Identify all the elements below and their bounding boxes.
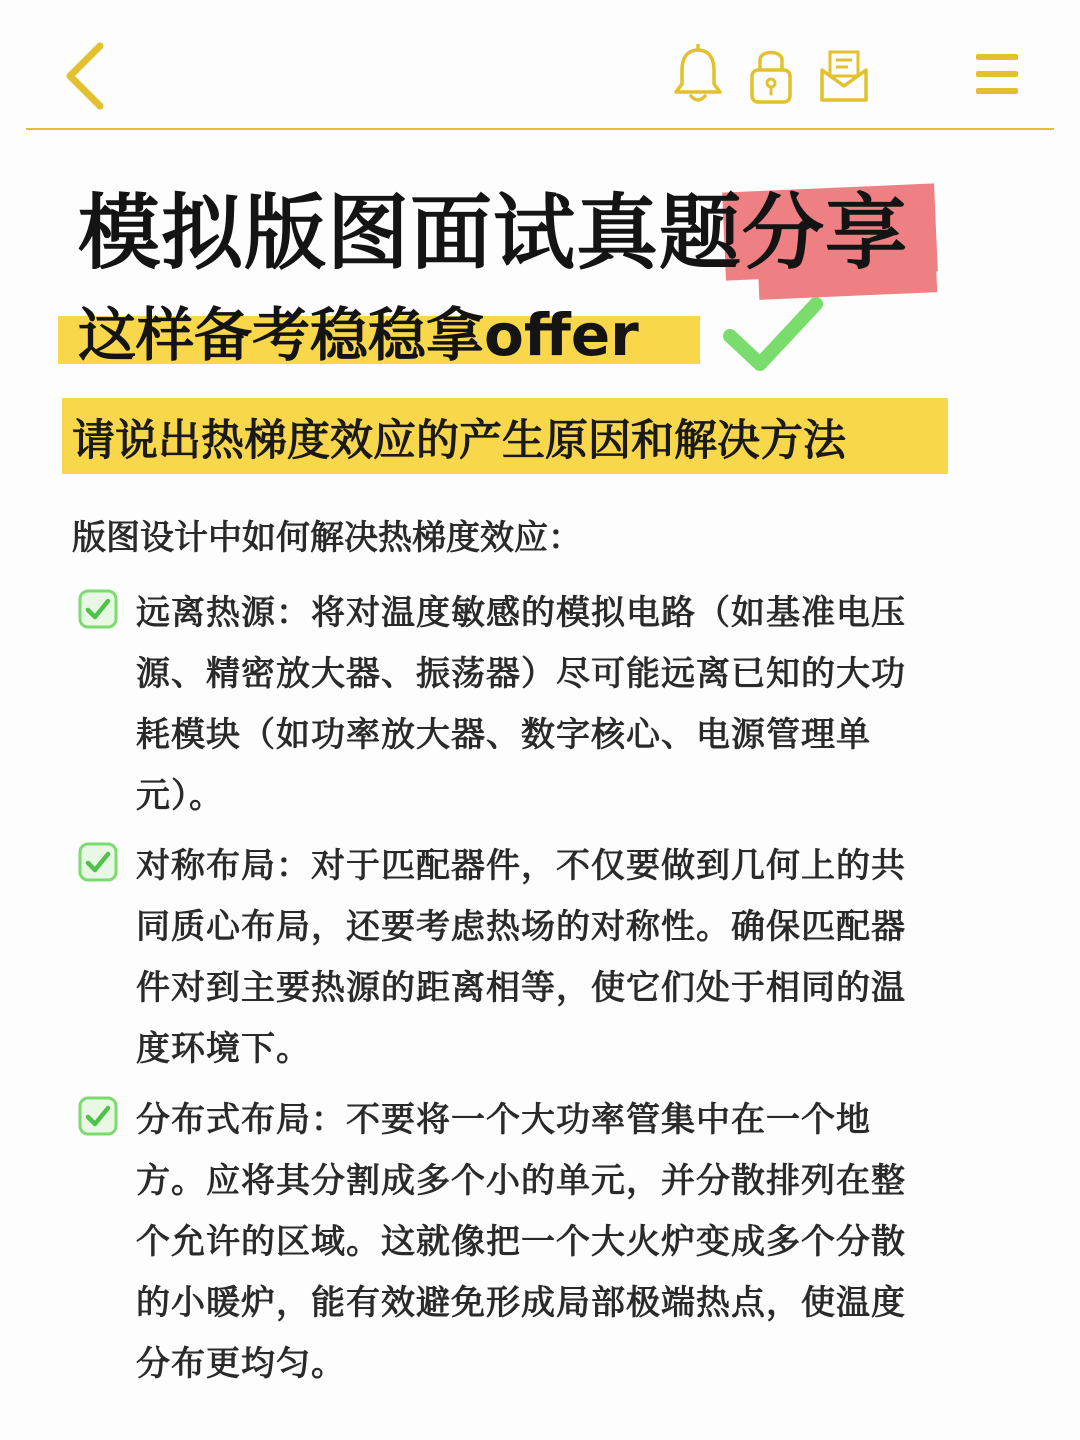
list-item <box>78 1090 958 1395</box>
page-subtitle: 这样备考稳稳拿offer <box>78 301 639 369</box>
bell-icon[interactable] <box>672 44 724 106</box>
checkbox-checked-icon <box>78 842 118 882</box>
menu-icon[interactable] <box>972 50 1022 98</box>
list-item-text: 远离热源：将对温度敏感的模拟电路（如基准电压源、精密放大器、振荡器）尽可能远离已知的大功耗模块（如功率放大器、数字核心、电源管理单元）。 <box>136 593 906 816</box>
page-title: 模拟版图面试真题分享 <box>78 186 909 281</box>
top-bar <box>0 0 1080 132</box>
interview-question: 请说出热梯度效应的产生原因和解决方法 <box>72 416 846 466</box>
header-divider <box>26 128 1054 130</box>
lock-icon[interactable] <box>748 44 794 106</box>
green-check-icon <box>718 292 828 378</box>
list-item <box>78 836 958 1080</box>
section-intro: 版图设计中如何解决热梯度效应： <box>72 518 582 558</box>
list-item <box>78 583 958 827</box>
checkbox-checked-icon <box>78 589 118 629</box>
list-item-text: 对称布局：对于匹配器件，不仅要做到几何上的共同质心布局，还要考虑热场的对称性。确保匹配器件对到主要热源的距离相等，使它们处于相同的温度环境下。 <box>136 846 906 1069</box>
checkbox-checked-icon <box>78 1096 118 1136</box>
back-chevron-icon[interactable] <box>60 40 110 112</box>
mail-icon[interactable] <box>818 44 870 106</box>
list-item-text: 分布式布局：不要将一个大功率管集中在一个地方。应将其分割成多个小的单元，并分散排列在整个允许的区域。这就像把一个大火炉变成多个分散的小暖炉，能有效避免形成局部极端热点，使温度分布更均匀。 <box>136 1100 906 1384</box>
